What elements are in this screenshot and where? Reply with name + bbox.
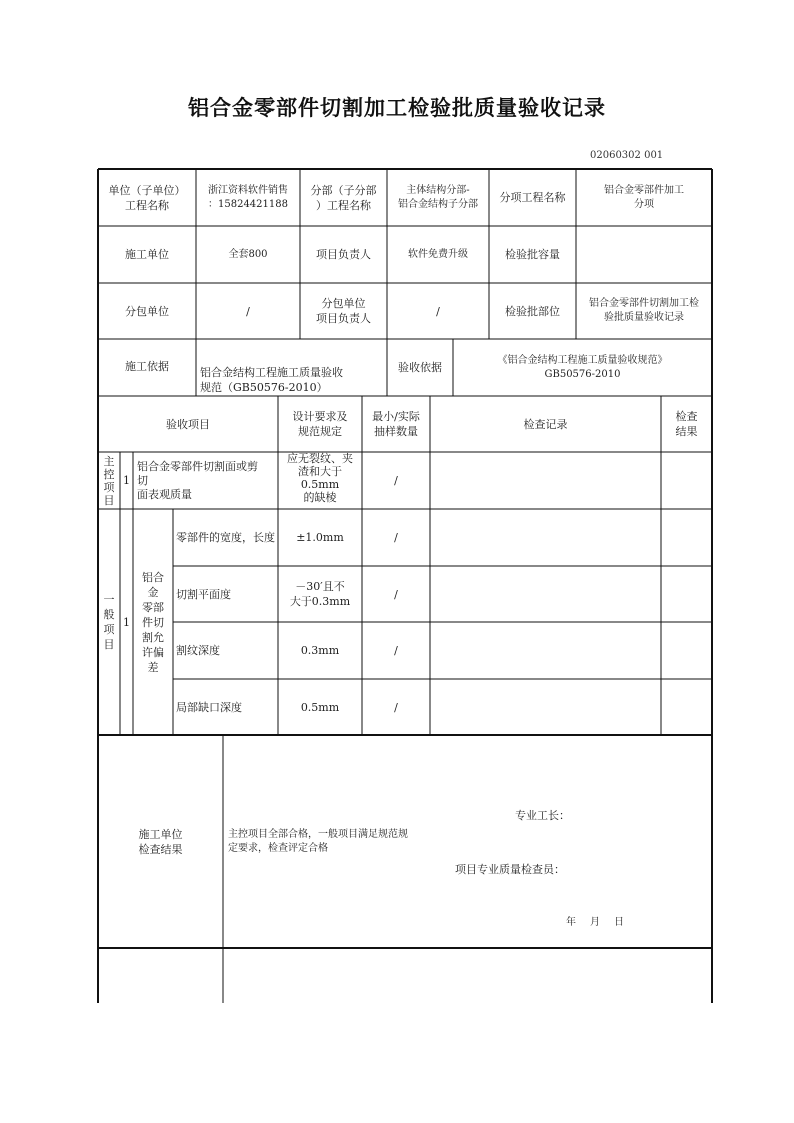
general-row-item: 局部缺口深度 — [176, 700, 242, 714]
sub-manager-value[interactable]: / — [436, 304, 440, 318]
capacity-label: 检验批容量 — [505, 248, 560, 261]
main-control-item: 铝合金零部件切割面或剪 切 面表观质量 — [137, 459, 258, 501]
subcontractor-label: 分包单位 — [125, 304, 169, 318]
general-row-item: 切割平面度 — [176, 587, 231, 601]
inspection-label: 施工单位 检查结果 — [138, 827, 183, 856]
basis-label: 施工依据 — [125, 360, 169, 373]
general-row-sample[interactable]: / — [394, 700, 398, 714]
column-result: 检查 结果 — [675, 410, 698, 438]
column-item: 验收项目 — [166, 417, 210, 431]
main-control-label: 主 控 项 目 — [103, 454, 115, 507]
general-row-item: 零部件的宽度，长度 — [176, 531, 275, 544]
subitem-value[interactable]: 铝合金零部件加工 分项 — [604, 184, 684, 210]
main-control-no: 1 — [123, 474, 130, 487]
unit-value[interactable]: 浙江资料软件销售 ：15824421188 — [208, 184, 288, 210]
sub-manager-label: 分包单位 项目负责人 — [316, 297, 371, 325]
location-value[interactable]: 铝合金零部件切割加工检 验批质量验收记录 — [589, 298, 699, 323]
division-value[interactable]: 主体结构分部- 铝合金结构子分部 — [398, 184, 478, 210]
acceptance-basis-value[interactable]: 《铝合金结构工程施工质量验收规范》 GB50576-2010 — [497, 354, 668, 380]
column-design: 设计要求及 规范规定 — [292, 410, 348, 438]
page-title: 铝合金零部件切割加工检验批质量验收记录 — [188, 96, 606, 120]
inspection-date[interactable]: 年 月 日 — [566, 917, 626, 928]
general-row-sample[interactable]: / — [394, 644, 398, 657]
main-control-result[interactable] — [661, 452, 712, 509]
basis-value[interactable]: 铝合金结构工程施工质量验收 规范（GB50576-2010） — [200, 366, 343, 394]
general-group: 铝合 金 零部 件切 割允 许偏 差 — [142, 570, 164, 674]
division-label: 分部（子分部 ）工程名称 — [310, 183, 377, 212]
next-section-content[interactable] — [223, 948, 712, 1003]
contractor-label: 施工单位 — [125, 248, 169, 261]
main-control-design: 应无裂纹、夹 渣和大于 0.5mm 的缺棱 — [287, 452, 353, 504]
main-control-record[interactable] — [430, 452, 661, 509]
general-row-design: ±1.0mm — [296, 531, 344, 544]
subitem-label: 分项工程名称 — [499, 191, 566, 204]
inspection-conclusion[interactable]: 主控项目全部合格，一般项目满足规范规 定要求，检查评定合格 — [228, 829, 408, 854]
main-control-sample[interactable]: / — [394, 474, 398, 487]
record-code: 02060302 001 — [590, 150, 664, 161]
contractor-value[interactable]: 全套800 — [228, 248, 268, 260]
column-record: 检查记录 — [523, 417, 568, 431]
general-row-design: 0.3mm — [300, 644, 340, 657]
inspector-label: 项目专业质量检查员： — [455, 863, 565, 876]
next-section-label — [98, 948, 223, 1003]
general-label: 一 般 项 目 — [103, 593, 115, 651]
general-row-sample[interactable]: / — [394, 531, 398, 544]
capacity-value[interactable] — [576, 226, 712, 283]
general-row-design: 0.5mm — [300, 700, 340, 714]
general-no: 1 — [123, 615, 130, 629]
unit-label: 单位（子单位） 工程名称 — [108, 183, 186, 212]
column-sample: 最小/实际 抽样数量 — [372, 410, 420, 438]
location-label: 检验批部位 — [505, 304, 560, 318]
manager-label: 项目负责人 — [316, 248, 371, 261]
manager-value[interactable]: 软件免费升级 — [408, 248, 468, 260]
subcontractor-value[interactable]: / — [246, 304, 250, 318]
general-row-sample[interactable]: / — [394, 587, 398, 601]
general-row-design: －30′且不 大于0.3mm — [289, 580, 351, 608]
general-row-item: 割纹深度 — [176, 644, 220, 657]
acceptance-basis-label: 验收依据 — [398, 361, 442, 374]
foreman-label: 专业工长： — [515, 809, 570, 822]
